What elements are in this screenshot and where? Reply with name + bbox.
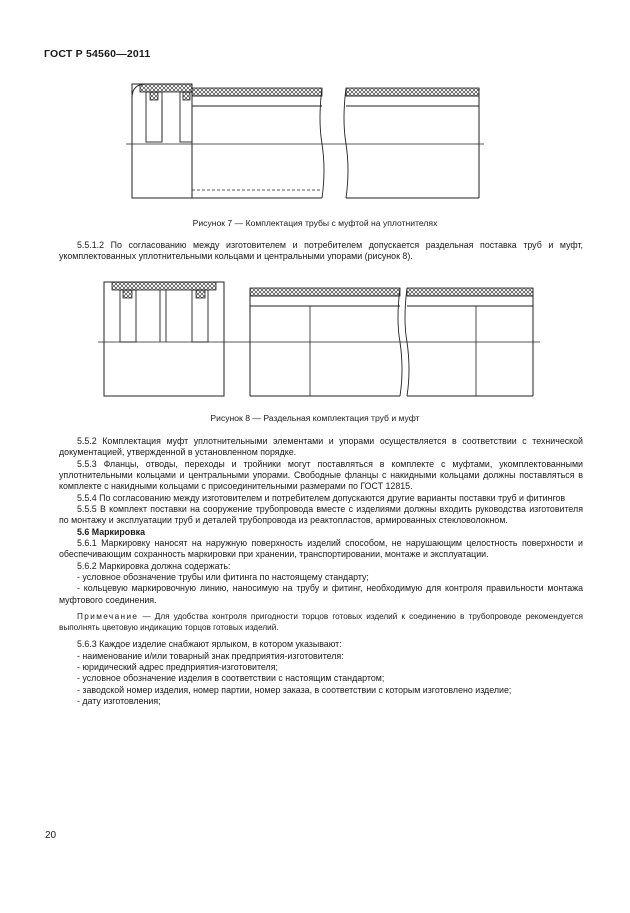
pipe-section-right [344, 88, 479, 198]
list-item: - юридический адрес предприятия-изготовителя; [77, 661, 278, 672]
list-item: - условное обозначение трубы или фитинга по настоящему стандарту; [77, 572, 369, 583]
coupling [104, 282, 224, 396]
note-label: Примечание [77, 612, 139, 622]
list-item: - наименование и/или товарный знак предприятия-изготовителя: [77, 650, 344, 661]
pipe-section-left [192, 88, 324, 198]
standard-header: ГОСТ Р 54560—2011 [44, 48, 151, 60]
figure-8-drawing [0, 280, 630, 402]
figure-8-caption: Рисунок 8 — Раздельная комплектация труб и муфт [210, 413, 420, 423]
paragraph-block-1 [59, 240, 583, 263]
paragraph-5-5-3: 5.5.3 Фланцы, отводы, переходы и тройники могут поставляться в комплекте с муфтами, укомплектованными уплотнительными кольцами и центральными упорами. Свободные фланцы с накидными кольцами должны поставляться в комплекте с накидными кольцами с присоединительными размерами по ГОСТ 12815. [59, 458, 583, 492]
paragraph-5-6-3: 5.6.3 Каждое изделие снабжают ярлыком, в котором указывают: [77, 639, 342, 650]
paragraph-5-5-1-2: 5.5.1.2 По согласованию между изготовителем и потребителем допускается раздельная поставка труб и муфт, укомплектованных уплотнительными кольцами и центральными упорами (рисунок 8). [59, 240, 583, 262]
list-item: - заводской номер изделия, номер партии, номер заказа, в соответствии с которым изготовлено изделие; [77, 684, 512, 695]
figure-8 [0, 280, 630, 402]
note [59, 612, 583, 633]
coupling [132, 84, 322, 198]
note-text: — Для удобства контроля пригодности торцов готовых изделий к соединению в трубопроводе рекомендуется выполнять цветовую индикацию торцов готовых изделий. [59, 612, 583, 632]
paragraph-5-6-1: 5.6.1 Маркировку наносят на наружную поверхность изделий способом, не нарушающим целостность поверхности и обеспечивающим сохранность маркировки при хранении, транспортировании, монтаже и эксплуатации. [59, 538, 583, 560]
list-item: - условное обозначение изделия в соответствии с настоящим стандартом; [77, 673, 385, 684]
paragraph-5-5-5: 5.5.5 В комплект поставки на сооружение трубопровода вместе с изделиями должны входить руководства изготовителя по монтажу и эксплуатации труб и деталей трубопровода из реактопластов, армированных стекловолокном. [59, 504, 583, 526]
section-heading-5-6: 5.6 Маркировка [77, 526, 145, 537]
list-item: - кольцевую маркировочную линию, наносимую на трубу и фитинг, необходимую для контроля правильности монтажа муфтового соединения. [59, 583, 583, 605]
figure-7-drawing [0, 80, 630, 210]
figure-7 [0, 80, 630, 210]
page-number: 20 [45, 830, 57, 841]
figure-7-caption: Рисунок 7 — Комплектация трубы с муфтой на уплотнителях [192, 218, 438, 228]
paragraph-5-5-4: 5.5.4 По согласованию между изготовителем и потребителем допускаются другие варианты поставки труб и фитингов [77, 492, 566, 503]
paragraph-block-2 [59, 436, 583, 707]
paragraph-5-5-2: 5.5.2 Комплектация муфт уплотнительными элементами и упорами осуществляется в соответствии с технической документацией, утвержденной в установленном порядке. [59, 436, 583, 458]
paragraph-5-6-2: 5.6.2 Маркировка должна содержать: [77, 560, 231, 571]
list-item: - дату изготовления; [77, 695, 161, 706]
